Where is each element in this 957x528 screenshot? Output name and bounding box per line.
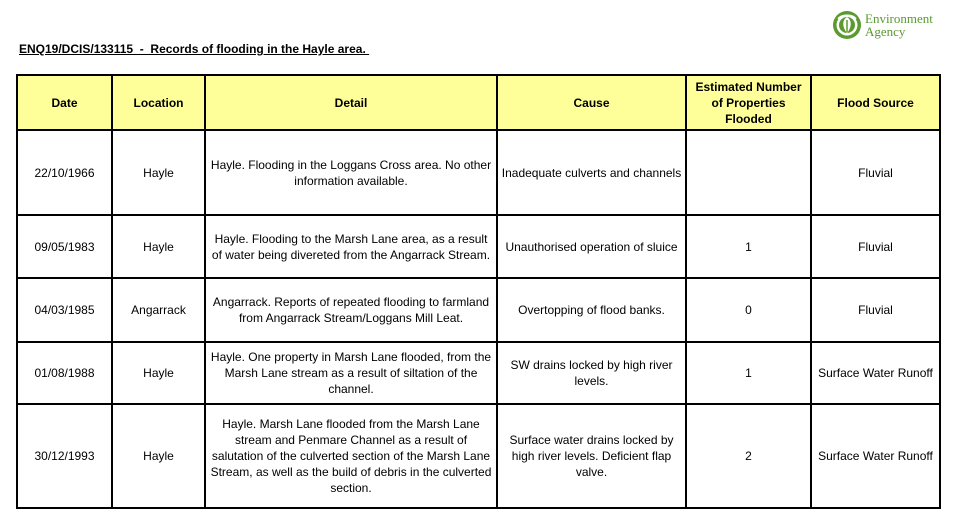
header-detail: Detail [205, 75, 497, 130]
logo-line-1: Environment [865, 11, 933, 26]
cell-detail: Angarrack. Reports of repeated flooding to farmland from Angarrack Stream/Loggans Mill Leat. [205, 278, 497, 342]
cell-cause: Inadequate culverts and channels [497, 130, 686, 215]
table-row [17, 342, 940, 404]
header-cause: Cause [497, 75, 686, 130]
table-row [17, 404, 940, 508]
cell-date: 04/03/1985 [17, 278, 112, 342]
cell-source: Surface Water Runoff [811, 404, 940, 508]
cell-cause: Surface water drains locked by high river levels. Deficient flap valve. [497, 404, 686, 508]
cell-properties: 2 [686, 404, 811, 508]
logo-line-2: Agency [865, 24, 906, 39]
cell-source: Surface Water Runoff [811, 342, 940, 404]
table-row [17, 130, 940, 215]
environment-agency-emblem-icon [832, 10, 862, 40]
header-date: Date [17, 75, 112, 130]
header-flood-source: Flood Source [811, 75, 940, 130]
cell-date: 22/10/1966 [17, 130, 112, 215]
header-properties-flooded: Estimated Number of Properties Flooded [686, 75, 811, 130]
cell-cause: SW drains locked by high river levels. [497, 342, 686, 404]
cell-source: Fluvial [811, 130, 940, 215]
cell-date: 01/08/1988 [17, 342, 112, 404]
table-header-row [17, 75, 940, 130]
cell-location: Angarrack [112, 278, 205, 342]
cell-detail: Hayle. Marsh Lane flooded from the Marsh Lane stream and Penmare Channel as a result of salutation of the culverted section of the Marsh Lane Stream, as well as the build of debris in the culverted section. [205, 404, 497, 508]
cell-properties: 0 [686, 278, 811, 342]
cell-location: Hayle [112, 130, 205, 215]
cell-detail: Hayle. Flooding in the Loggans Cross area. No other information available. [205, 130, 497, 215]
cell-detail: Hayle. One property in Marsh Lane flooded, from the Marsh Lane stream as a result of siltation of the channel. [205, 342, 497, 404]
cell-location: Hayle [112, 215, 205, 278]
table-row [17, 278, 940, 342]
logo-wordmark [865, 12, 933, 38]
flooding-records-table [16, 74, 941, 509]
cell-properties [686, 130, 811, 215]
cell-cause: Overtopping of flood banks. [497, 278, 686, 342]
cell-date: 09/05/1983 [17, 215, 112, 278]
table-row [17, 215, 940, 278]
cell-properties: 1 [686, 342, 811, 404]
cell-location: Hayle [112, 342, 205, 404]
document-title: ENQ19/DCIS/133115 - Records of flooding in the Hayle area. [19, 42, 370, 56]
environment-agency-logo [832, 9, 950, 41]
cell-cause: Unauthorised operation of sluice [497, 215, 686, 278]
cell-properties: 1 [686, 215, 811, 278]
cell-date: 30/12/1993 [17, 404, 112, 508]
header-location: Location [112, 75, 205, 130]
cell-detail: Hayle. Flooding to the Marsh Lane area, as a result of water being divereted from the Angarrack Stream. [205, 215, 497, 278]
cell-source: Fluvial [811, 278, 940, 342]
cell-source: Fluvial [811, 215, 940, 278]
cell-location: Hayle [112, 404, 205, 508]
